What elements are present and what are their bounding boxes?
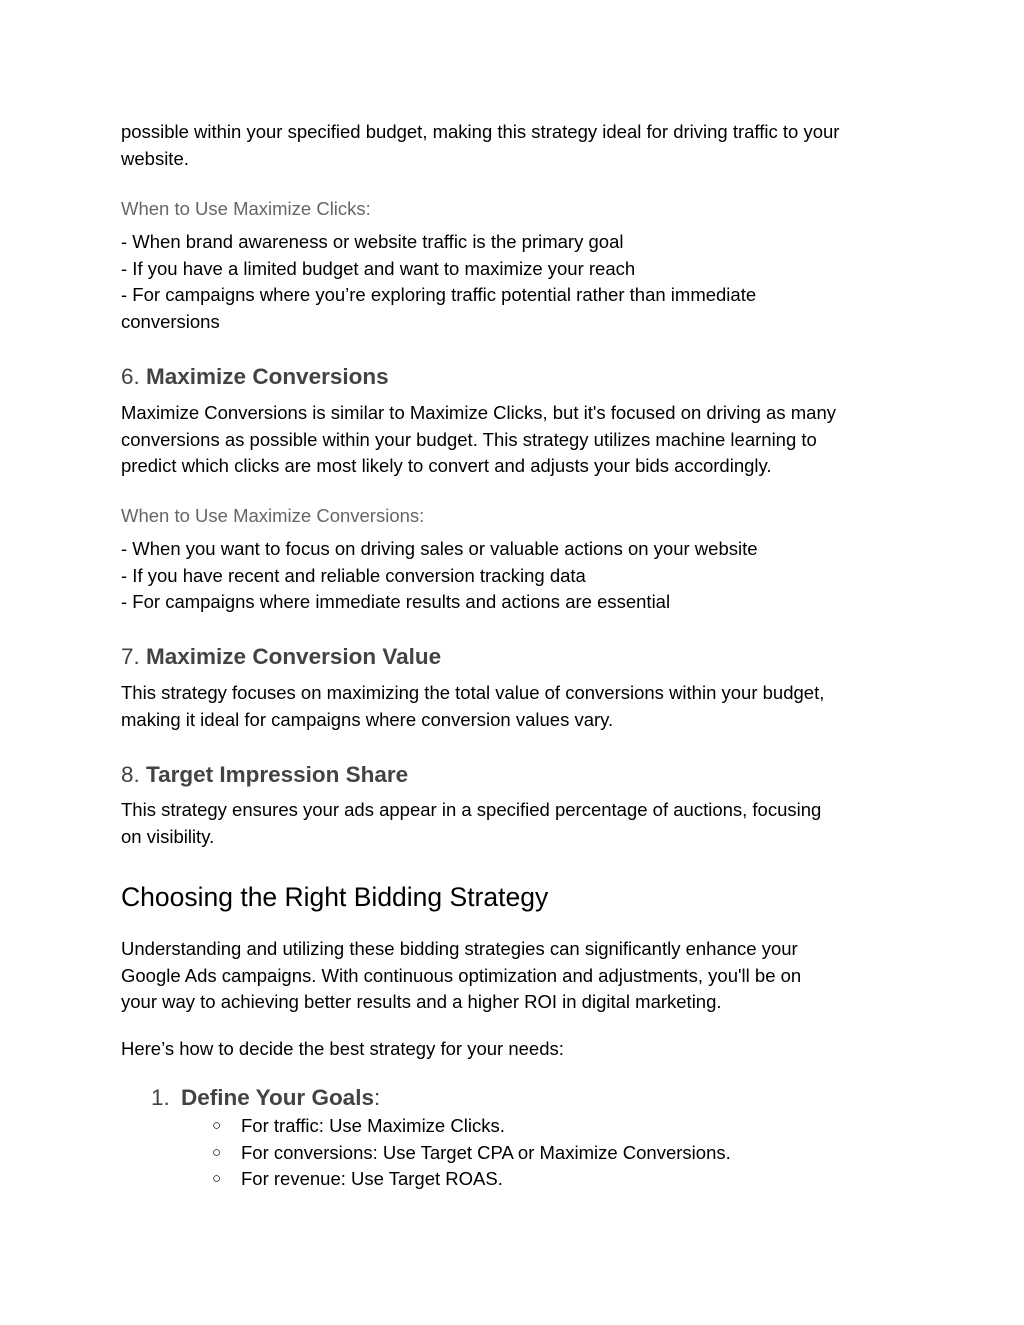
sub-list-item: For revenue: Use Target ROAS. [241,1168,503,1189]
section-heading-target-impression-share [121,761,408,789]
hollow-bullet-icon: ○ [212,1117,222,1134]
text-line: website. [121,147,189,169]
text-line: This strategy focuses on maximizing the total value of conversions within your budget, [121,682,825,703]
section6-paragraph [121,400,921,480]
section-heading-maximize-conversions [121,363,389,391]
list-item: conversions [121,310,220,332]
text-line: making it ideal for campaigns where conversion values vary. [121,708,614,730]
text-line: This strategy ensures your ads appear in a specified percentage of auctions, focusing [121,799,822,820]
subheading-when-max-clicks: When to Use Maximize Clicks: [121,198,371,219]
text-line: on visibility. [121,825,215,847]
list-colon: : [373,1085,381,1110]
text-line: predict which clicks are most likely to convert and adjusts your bids accordingly. [121,455,772,476]
list-item: - If you have recent and reliable conversion tracking data [121,564,586,586]
choosing-paragraph [121,936,921,1016]
section-number: 7. [121,644,140,669]
section-title: Maximize Conversions [146,364,389,389]
section-title: Target Impression Share [146,762,409,787]
section-number: 6. [121,364,140,389]
section7-paragraph [121,680,921,733]
section-heading-maximize-conversion-value [121,643,441,671]
section-number: 8. [121,762,140,787]
sub-list-item: For conversions: Use Target CPA or Maximize Conversions. [241,1142,731,1163]
list-item: - For campaigns where immediate results and actions are essential [121,591,671,612]
text-line: Understanding and utilizing these bidding strategies can significantly enhance your [121,938,798,959]
list-item: - If you have a limited budget and want to maximize your reach [121,257,636,279]
list-title: Define Your Goals [181,1085,374,1110]
list-item: - When you want to focus on driving sales or valuable actions on your website [121,538,758,559]
section-title: Maximize Conversion Value [146,644,442,669]
intro-paragraph [121,119,921,172]
max-clicks-when-list [121,229,921,335]
text-line: possible within your specified budget, making this strategy ideal for driving traffic to your [121,121,840,142]
section8-paragraph [121,797,921,850]
sub-list-item: For traffic: Use Maximize Clicks. [241,1115,505,1136]
heading-choosing-strategy: Choosing the Right Bidding Strategy [121,882,549,912]
text-line: conversions as possible within your budget. This strategy utilizes machine learning to [121,428,817,450]
max-conversions-when-list [121,536,921,616]
text-line: your way to achieving better results and a higher ROI in digital marketing. [121,991,722,1012]
list-item: - For campaigns where you’re exploring traffic potential rather than immediate [121,284,757,305]
hollow-bullet-icon: ○ [212,1144,222,1161]
list-item: - When brand awareness or website traffic is the primary goal [121,231,624,252]
list-heading-define-goals [181,1084,380,1112]
text-line: Maximize Conversions is similar to Maximize Clicks, but it's focused on driving as many [121,402,836,423]
hollow-bullet-icon: ○ [212,1170,222,1187]
howto-paragraph: Here’s how to decide the best strategy for your needs: [121,1038,564,1059]
text-line: Google Ads campaigns. With continuous optimization and adjustments, you'll be on [121,964,802,986]
subheading-when-max-conversions: When to Use Maximize Conversions: [121,505,425,526]
list-number: 1. [151,1085,170,1110]
